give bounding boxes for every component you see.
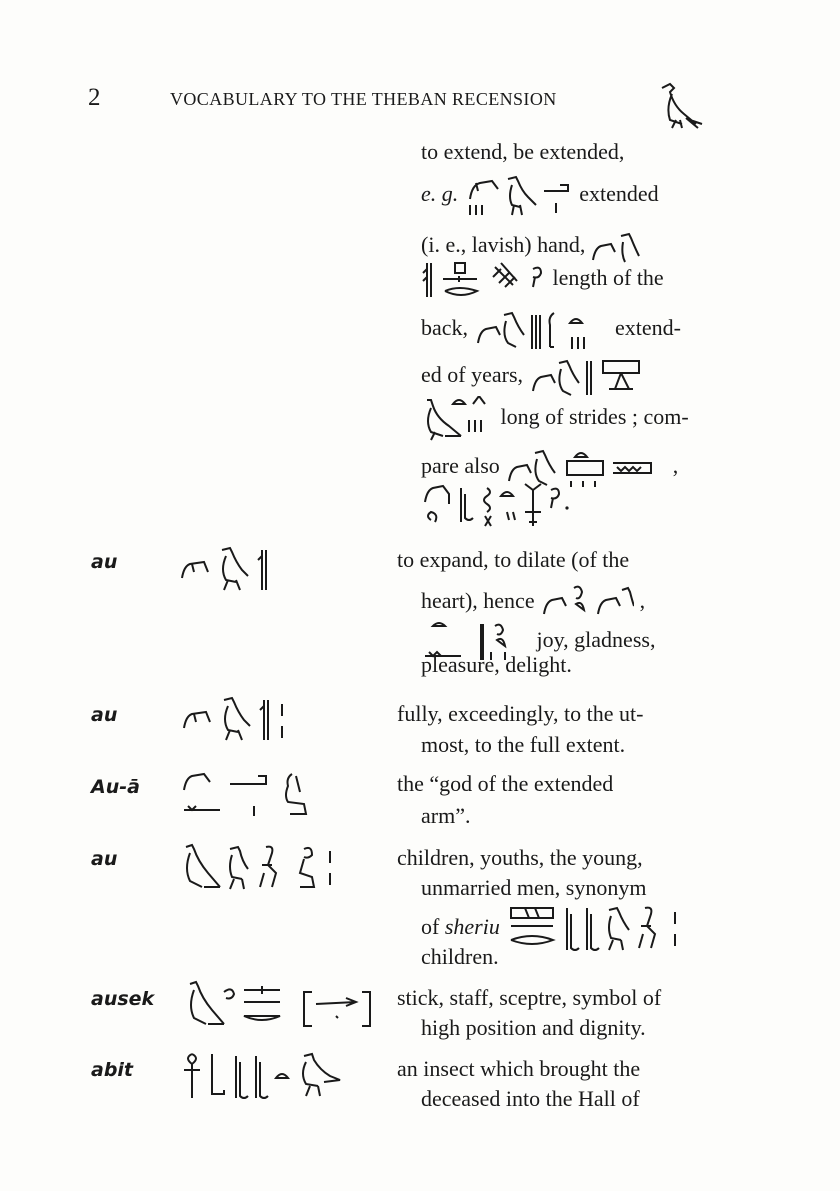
definition-line: arm”. bbox=[421, 803, 471, 828]
eg-label: e. g. bbox=[421, 181, 459, 207]
definition-line bbox=[421, 355, 669, 399]
arm-vulture-roll-plural-hieroglyph-icon bbox=[180, 696, 292, 746]
hieroglyph-group-icon bbox=[540, 582, 634, 624]
definition-text: heart), hence bbox=[421, 588, 535, 614]
vulture-wick-stick-hieroglyph-icon bbox=[184, 980, 374, 1034]
heart-leg-reed-bird-hieroglyph-icon bbox=[180, 1050, 350, 1104]
headword: abit bbox=[91, 1059, 134, 1081]
definition-text: extended bbox=[579, 181, 659, 207]
definition-text: joy, gladness, bbox=[536, 627, 656, 653]
definition-line: children, youths, the young, bbox=[397, 845, 643, 870]
hieroglyph-group-icon bbox=[505, 904, 685, 954]
definition-line: stick, staff, sceptre, symbol of bbox=[397, 985, 662, 1010]
arm-vulture-roll-hieroglyph-icon bbox=[178, 546, 278, 596]
definition-line: the “god of the extended bbox=[397, 771, 614, 796]
definition-text: ed of years, bbox=[421, 362, 524, 388]
definition-text: back, bbox=[421, 315, 469, 341]
arm-forearm-god-hieroglyph-icon bbox=[180, 768, 330, 822]
definition-line bbox=[421, 175, 659, 217]
definition-line bbox=[421, 307, 681, 353]
hieroglyph-group-icon bbox=[421, 482, 581, 530]
page-number: 2 bbox=[88, 84, 101, 111]
definition-line bbox=[421, 582, 645, 624]
headword: au bbox=[91, 848, 118, 870]
definition-line: high position and dignity. bbox=[421, 1015, 646, 1040]
hieroglyph-group-icon bbox=[529, 355, 669, 399]
definition-line: to extend, be extended, bbox=[421, 139, 625, 164]
definition-line: children. bbox=[421, 944, 499, 969]
definition-text: length of the bbox=[552, 265, 664, 291]
definition-text: of bbox=[421, 914, 440, 940]
headword: au bbox=[91, 551, 118, 573]
definition-line: an insect which brought the bbox=[397, 1056, 641, 1081]
running-title: VOCABULARY TO THE THEBAN RECENSION bbox=[170, 89, 557, 109]
headword: au bbox=[91, 704, 118, 726]
definition-text: extend- bbox=[615, 315, 681, 341]
headword: ausek bbox=[91, 988, 155, 1010]
hieroglyph-group-icon bbox=[464, 175, 574, 217]
hieroglyph-group-icon bbox=[421, 259, 547, 301]
definition-text: pare also bbox=[421, 453, 500, 479]
headword: Au-ā bbox=[91, 776, 140, 798]
definition-text: long of strides ; com- bbox=[500, 404, 689, 430]
comma-text: , bbox=[672, 453, 679, 479]
definition-line: fully, exceedingly, to the ut- bbox=[397, 701, 644, 726]
vulture-hieroglyph-icon bbox=[652, 80, 704, 130]
italic-term: sheriu bbox=[444, 914, 500, 940]
hieroglyph-group-icon bbox=[474, 307, 610, 353]
comma-text: , bbox=[639, 588, 646, 614]
vulture-chick-children-hieroglyph-icon bbox=[180, 843, 340, 895]
definition-line bbox=[421, 259, 664, 301]
definition-text: (i. e., lavish) hand, bbox=[421, 232, 586, 258]
definition-line: to expand, to dilate (of the bbox=[397, 547, 630, 572]
definition-line: deceased into the Hall of bbox=[421, 1086, 640, 1111]
definition-line: most, to the full extent. bbox=[421, 732, 626, 757]
hieroglyph-group-icon bbox=[421, 396, 495, 442]
definition-line: pleasure, delight. bbox=[421, 652, 572, 677]
definition-line: unmarried men, synonym bbox=[421, 875, 647, 900]
definition-line bbox=[421, 396, 689, 442]
